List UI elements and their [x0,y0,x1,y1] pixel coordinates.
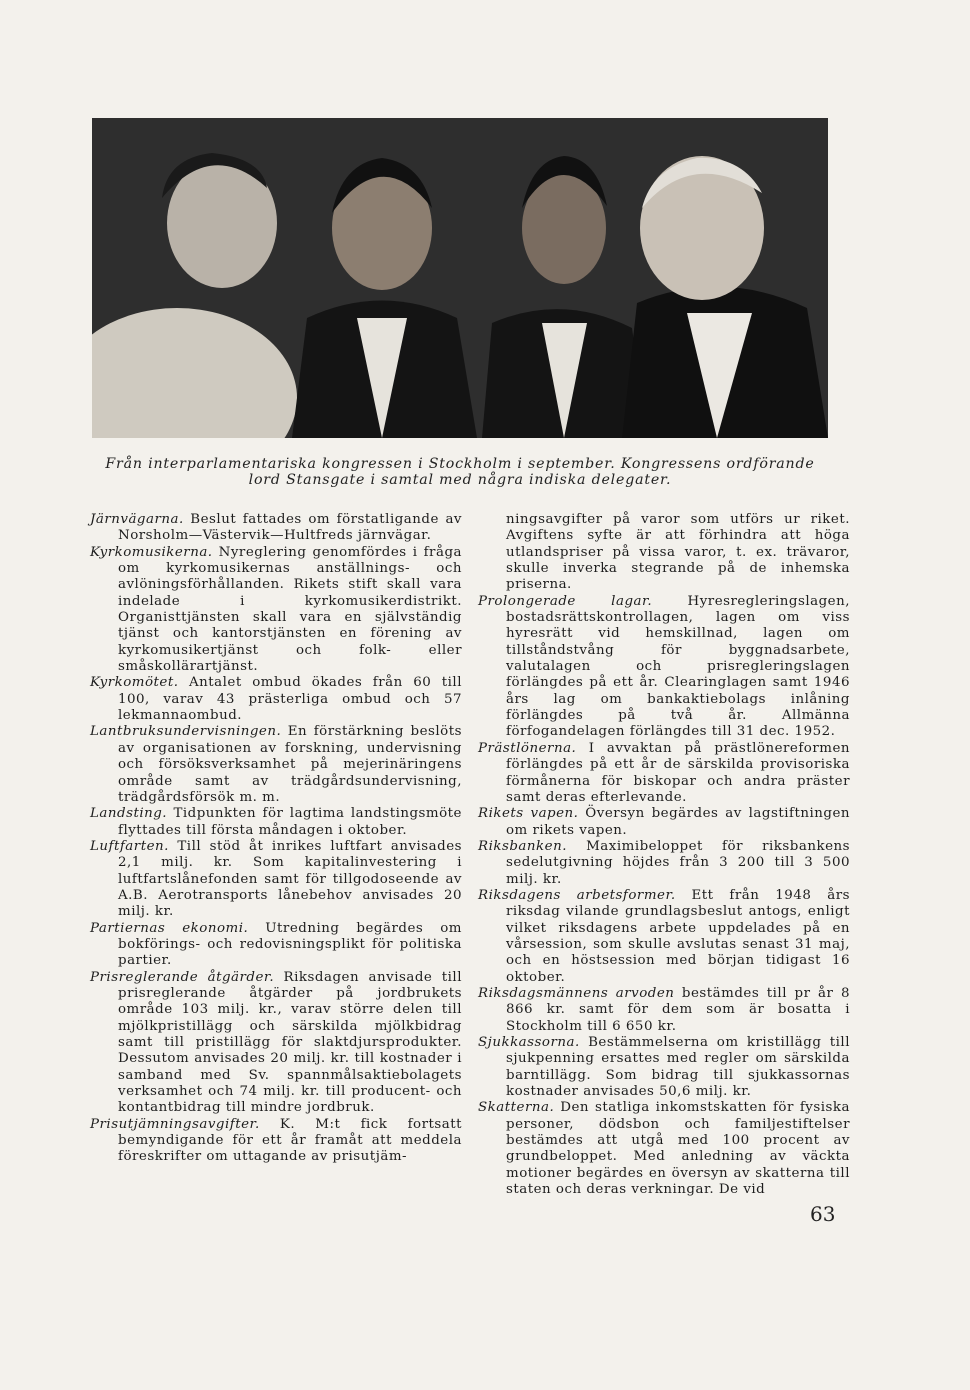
entry-text: K. M:t fick fortsatt bemyndigande för ett år framåt att meddela föreskrifter om uttagande av prisutjäm- [118,1116,462,1165]
entry-text: Hyresregleringslagen, bostadsrättskontrollagen, lagen om viss hyresrätt vid hemskillnad, lagen om tillståndstvång för byggnadsarbete, valutalagen och prisregleringslagen förlängdes på ett år. Clearinglagen samt 1946 års lag om bankaktiebolags inlåning förlängdes på två år. Allmänna förfogandelagen förlängdes till 31 dec. 1952. [506,593,850,740]
entry-text: En förstärkning beslöts av organisationen av forskning, undervisning och försöksverksamhet på mejerinäringens område samt av trädgårdsundervisning, trädgårdsförsök m. m. [118,724,462,805]
entry-term: Landsting. [90,806,168,822]
photograph [92,118,828,438]
entry [478,1100,850,1198]
entry-term: Kyrkomötet. [90,675,179,691]
entry [478,594,850,741]
entry-text: Utredning begärdes om bokförings- och redovisningsplikt för politiska partier. [118,920,462,969]
entry-text: Översyn begärdes av lagstiftningen om rikets vapen. [506,806,850,838]
entry [90,806,462,839]
entry [90,1117,462,1166]
entry [90,512,462,545]
entry [478,741,850,806]
entry-text: Nyreglering genomfördes i fråga om kyrkomusikernas anställnings- och avlöningsförhållanden. Rikets stift skall vara indelade i kyrkomusikerdistrikt. Organisttjänsten skall vara en självständig tjänst och kantorstjänsten en förening av kyrkomusikertjänst och folk- eller småskollärartjänst. [118,544,462,675]
entry-term: Prisutjämningsavgifter. [90,1116,260,1132]
entry-term: Luftfarten. [90,838,169,854]
entry [478,839,850,888]
entry-term: Riksbanken. [478,838,567,854]
entry-text: Till stöd åt inrikes luftfart anvisades 2,1 milj. kr. Som kapitalinvestering i luftfartslånefonden samt för tillgodoseende av A.B. Aerotransports lånebehov anvisades 20 milj. kr. [118,838,462,920]
entry [90,921,462,970]
entry-text: Antalet ombud ökades från 60 till 100, varav 43 prästerliga ombud och 57 lekmannaombud. [118,675,462,724]
entry-term: Prästlönerna. [478,740,577,756]
entry-term: Järnvägarna. [90,512,184,527]
entry [478,986,850,1035]
entry [478,806,850,839]
left-column [90,512,462,1166]
entry [478,1035,850,1100]
entry-term: Kyrkomusikerna. [90,544,213,560]
entry [90,545,462,676]
page-number: 63 [810,1202,836,1226]
entry [90,970,462,1117]
entry-term: Prolongerade lagar. [478,593,653,609]
entry-text: Maximibeloppet för riksbankens sedelutgivning höjdes från 3 200 till 3 500 milj. kr. [506,838,850,887]
entry-continuation: ningsavgifter på varor som utförs ur riket. Avgiftens syfte är att förhindra att höga utlandspriser på vissa varor, t. ex. trävaror, skulle inverka stegrande på de inhemska priserna. [506,512,850,593]
entry-text: I avvaktan på prästlönereformen förlängdes på ett år de särskilda provisoriska förmånerna för biskopar och andra präster samt deras efterlevande. [506,740,850,805]
entry [478,888,850,986]
entry-text: Den statliga inkomstskatten för fysiska personer, dödsbon och familjestiftelser bestämdes att utgå med 100 procent av grundbeloppet. Med anledning av väckta motioner begärdes en översyn av skatterna till staten och deras verkningar. De vid [506,1100,850,1198]
entry-text: Beslut fattades om förstatligande av Norsholm—Västervik—Hultfreds järnvägar. [118,512,462,544]
entry [90,839,462,921]
entry-term: Sjukkassorna. [478,1035,580,1050]
entry-text: Ett från 1948 års riksdag vilande grundlagsbeslut antogs, enligt vilket riksdagens arbete uppdelades på en vårsession, som skulle avslutas senast 31 maj, och en höstsession med början tidigast 16 oktober. [506,887,850,985]
photo-caption: Från interparlamentariska kongressen i Stockholm i september. Kongressens ordförande lord Stansgate i samtal med några indiska delegater. [105,456,815,488]
photograph-illustration [92,118,828,438]
entry [90,675,462,724]
entry-term: Lantbruksundervisningen. [90,724,282,740]
entry-text: Riksdagen anvisade till prisreglerande åtgärder på jordbrukets område 103 milj. kr., varav större delen till mjölkpristillägg och särskilda mjölkbidrag samt till pristillägg för slaktdjursprodukter. Dessutom anvisades 20 milj. kr. till kostnader i samband med Sv. spannmålsaktiebolagets verksamhet och 74 milj. kr. till producent- och kontantbidrag till mindre jordbruk. [118,969,462,1116]
entry-text: Tidpunkten för lagtima landstingsmöte flyttades till första måndagen i oktober. [118,806,462,838]
entry-term: Rikets vapen. [478,806,579,822]
entry-term: Riksdagsmännens arvoden [478,985,675,1001]
entry [90,724,462,806]
entry-term: Riksdagens arbetsformer. [478,887,676,903]
entry-term: Partiernas ekonomi. [90,920,249,936]
entry-text: Bestämmelserna om kristillägg till sjukpenning ersattes med regler om särskilda barntillägg. Som bidrag till sjukkassornas kostnader anvisades 50,6 milj. kr. [506,1035,850,1100]
right-column [478,512,850,1198]
entry-text: bestämdes till pr år 8 866 kr. samt för dem som är bosatta i Stockholm till 6 650 kr. [506,985,850,1034]
entry-term: Prisreglerande åtgärder. [90,969,275,985]
entry-term: Skatterna. [478,1100,555,1116]
